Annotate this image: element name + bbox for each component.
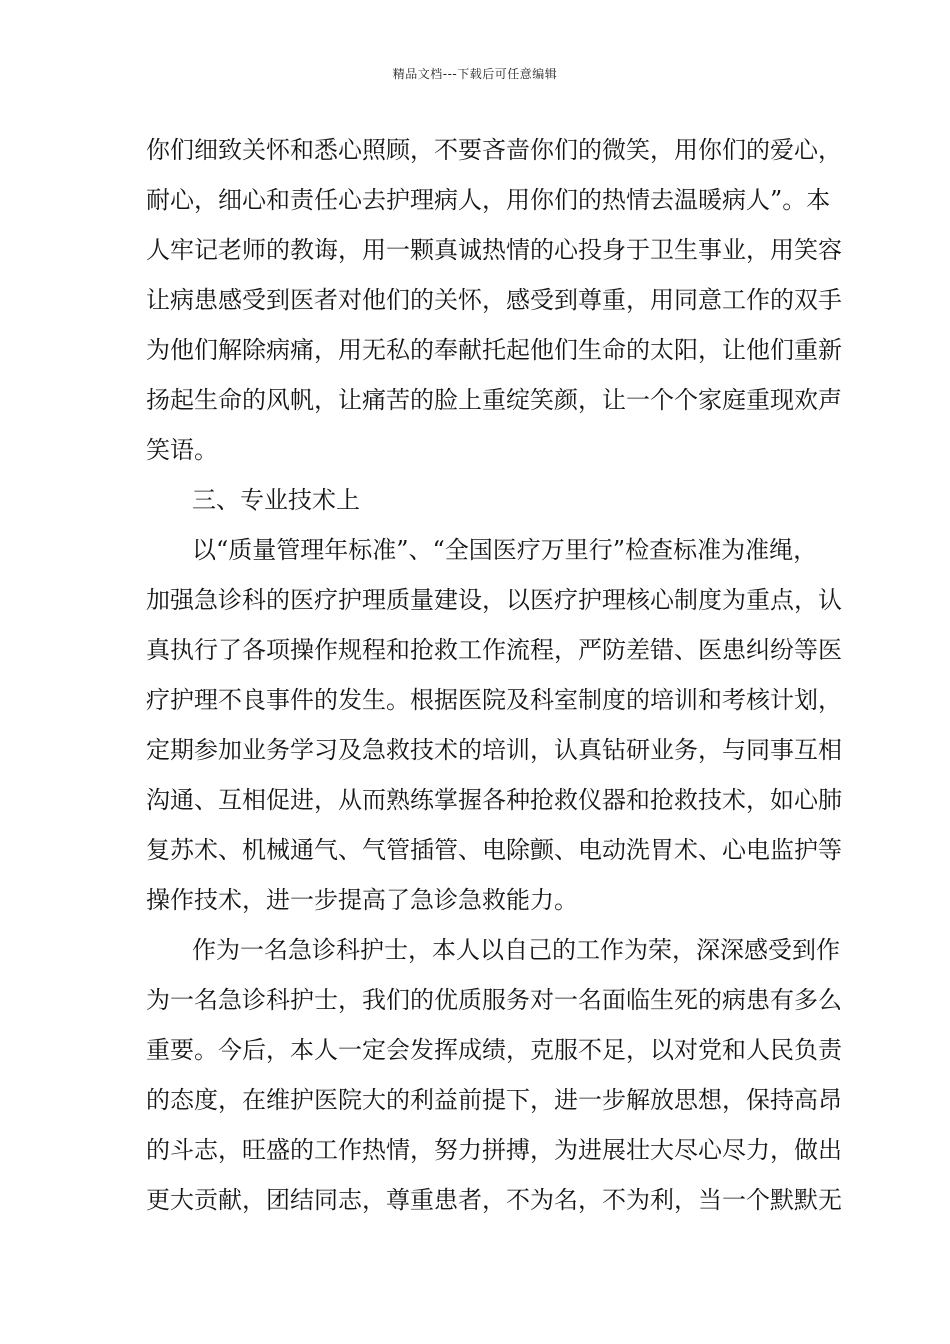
text-line: 人牢记老师的教诲，用一颗真诚热情的心投身于卫生事业，用笑容 (146, 236, 842, 264)
text-line: 疗护理不良事件的发生。根据医院及科室制度的培训和考核计划， (146, 686, 842, 714)
text-line: 沟通、互相促进，从而熟练掌握各种抢救仪器和抢救技术，如心肺 (146, 786, 842, 814)
text-line: 重要。今后，本人一定会发挥成绩，克服不足，以对党和人民负责 (146, 1036, 842, 1064)
text-line: 笑语。 (146, 436, 218, 464)
text-line: 真执行了各项操作规程和抢救工作流程，严防差错、医患纠纷等医 (146, 636, 842, 664)
page-header: 精品文档---下载后可任意编辑 (392, 67, 558, 81)
text-line: 为一名急诊科护士，我们的优质服务对一名面临生死的病患有多么 (146, 986, 842, 1014)
text-line: 扬起生命的风帆，让痛苦的脸上重绽笑颜，让一个个家庭重现欢声 (146, 386, 842, 414)
text-line: 加强急诊科的医疗护理质量建设，以医疗护理核心制度为重点，认 (146, 586, 842, 614)
text-line: 你们细致关怀和悉心照顾，不要吝啬你们的微笑，用你们的爱心， (146, 136, 842, 164)
text-line: 耐心，细心和责任心去护理病人，用你们的热情去温暖病人”。本 (146, 186, 831, 214)
text-line: 的态度，在维护医院大的利益前提下，进一步解放思想，保持高昂 (146, 1086, 842, 1114)
text-line: 定期参加业务学习及急救技术的培训，认真钻研业务，与同事互相 (146, 736, 842, 764)
text-line: 更大贡献，团结同志，尊重患者，不为名，不为利，当一个默默无 (146, 1186, 842, 1214)
text-line: 作为一名急诊科护士，本人以自己的工作为荣，深深感受到作 (192, 936, 840, 964)
text-line: 复苏术、机械通气、气管插管、电除颤、电动洗胃术、心电监护等 (146, 836, 842, 864)
text-line: 操作技术，进一步提高了急诊急救能力。 (146, 886, 578, 914)
section-heading: 三、专业技术上 (192, 486, 360, 514)
text-line: 为他们解除病痛，用无私的奉献托起他们生命的太阳，让他们重新 (146, 336, 842, 364)
text-line: 让病患感受到医者对他们的关怀，感受到尊重，用同意工作的双手 (146, 286, 842, 314)
text-line: 以“质量管理年标准”、“全国医疗万里行”检查标准为准绳， (192, 536, 818, 564)
text-line: 的斗志，旺盛的工作热情，努力拼搏，为进展壮大尽心尽力，做出 (146, 1136, 842, 1164)
